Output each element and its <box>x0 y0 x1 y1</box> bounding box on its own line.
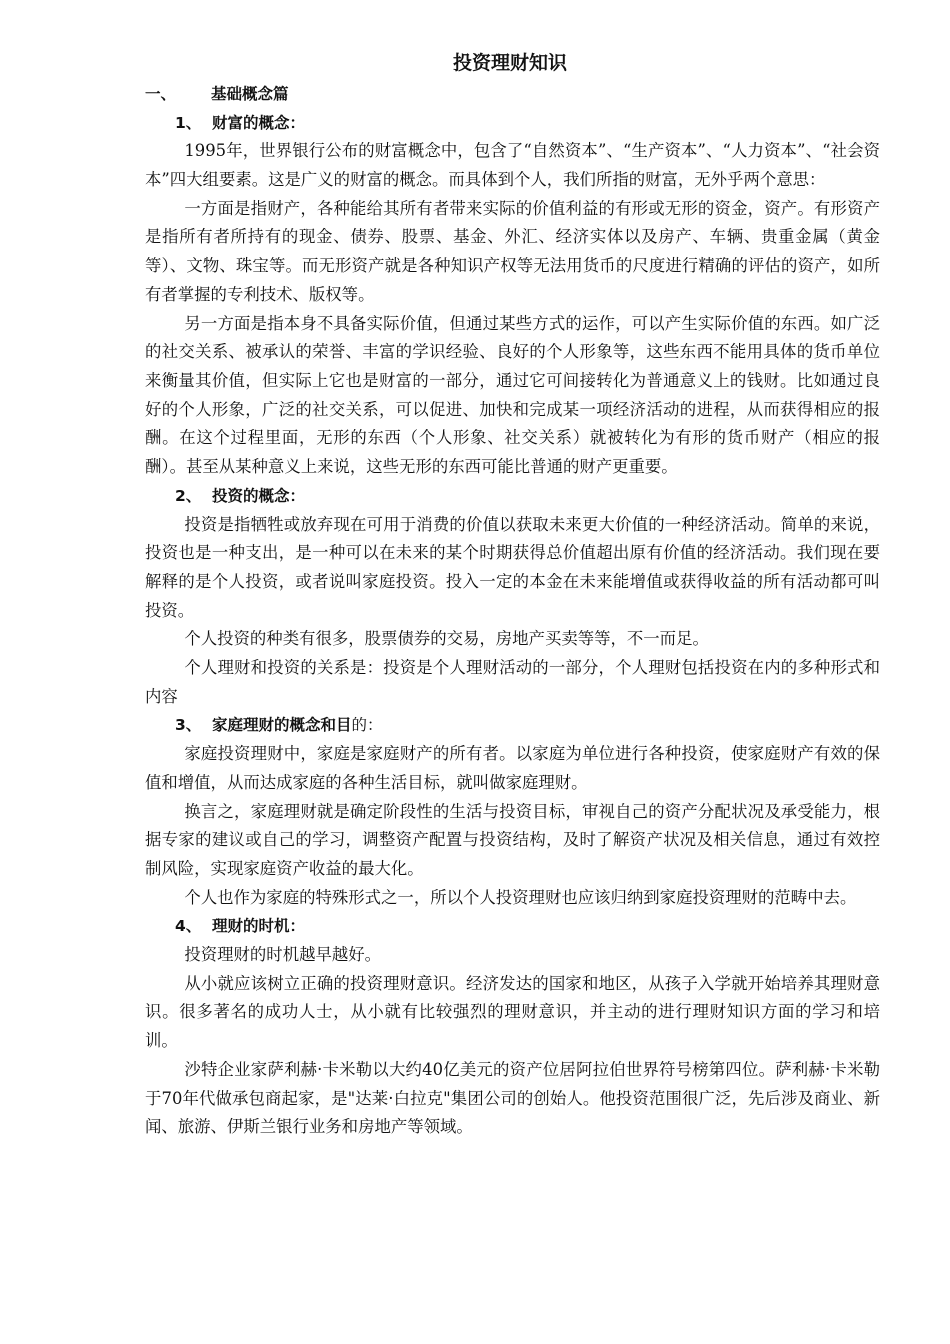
section-heading-basics <box>145 80 880 109</box>
subheading-label: 理财的时机： <box>212 917 306 936</box>
subheading-family-finance <box>145 711 880 740</box>
paragraph-timing-childhood: 从小就应该树立正确的投资理财意识。经济发达的国家和地区，从孩子入学就开始培养其理财意识。很多著名的成功人士，从小就有比较强烈的理财意识，并主动的进行理财知识方面的学习和培训。 <box>145 973 880 1051</box>
document-body <box>145 80 880 1142</box>
subheading-number: 1、 <box>175 113 202 132</box>
subheading-label: 投资的概念： <box>212 486 306 505</box>
subheading-tail: 的： <box>351 716 383 735</box>
paragraph-investment-relation: 个人理财和投资的关系是：投资是个人理财活动的一部分，个人理财包括投资在内的多种形式和内容 <box>145 658 880 706</box>
paragraph-family-finance-definition: 家庭投资理财中，家庭是家庭财产的所有者。以家庭为单位进行各种投资，使家庭财产有效的保值和增值，从而达成家庭的各种生活目标，就叫做家庭理财。 <box>145 744 880 792</box>
subheading-wealth <box>145 109 880 138</box>
paragraph-family-finance-goals: 换言之，家庭理财就是确定阶段性的生活与投资目标，审视自己的资产分配状况及承受能力，根据专家的建议或自己的学习，调整资产配置与投资结构，及时了解资产状况及相关信息，通过有效控制风险，实现家庭资产收益的最大化。 <box>145 801 880 878</box>
subheading-number: 4、 <box>175 917 202 936</box>
document-title: 投资理财知识 <box>452 52 567 74</box>
paragraph-investment-types: 个人投资的种类有很多，股票债券的交易，房地产买卖等等，不一而足。 <box>184 629 709 649</box>
subheading-investment <box>145 482 880 511</box>
subheading-number: 3、 <box>175 716 202 735</box>
subheading-label: 家庭理财的概念和目 <box>212 716 352 735</box>
paragraph-tangible-assets: 一方面是指财产，各种能给其所有者带来实际的价值利益的有形或无形的资金，资产。有形资产是指所有者所持有的现金、债券、股票、基金、外汇、经济实体以及房产、车辆、贵重金属（黄金等）、文物、珠宝等。而无形资产就是各种知识产权等无法用货币的尺度进行精确的评估的资产，如所有者掌握的专利技术、版权等。 <box>145 198 880 304</box>
paragraph-personal-as-family: 个人也作为家庭的特殊形式之一，所以个人投资理财也应该归纳到家庭投资理财的范畴中去。 <box>184 887 857 907</box>
paragraph-investment-definition: 投资是指牺牲或放弃现在可用于消费的价值以获取未来更大价值的一种经济活动。简单的来说，投资也是一种支出，是一种可以在未来的某个时期获得总价值超出原有价值的经济活动。我们现在要解释的是个人投资，或者说叫家庭投资。投入一定的本金在未来能增值或获得收益的所有活动都可叫投资。 <box>145 514 880 620</box>
paragraph-intangible-value: 另一方面是指本身不具备实际价值，但通过某些方式的运作，可以产生实际价值的东西。如广泛的社交关系、被承认的荣誉、丰富的学识经验、良好的个人形象等，这些东西不能用具体的货币单位来衡量其价值，但实际上它也是财富的一部分，通过它可间接转化为普通意义上的钱财。比如通过良好的个人形象，广泛的社交关系，可以促进、加快和完成某一项经济活动的进程，从而获得相应的报酬。在这个过程里面，无形的东西（个人形象、社交关系）就被转化为有形的货币财产（相应的报酬）。甚至从某种意义上来说，这些无形的东西可能比普通的财产更重要。 <box>145 313 880 477</box>
paragraph-wealth-definition: 1995年，世界银行公布的财富概念中，包含了“自然资本”、“生产资本”、“人力资本”、“社会资本”四大组要素。这是广义的财富的概念。而具体到个人，我们所指的财富，无外乎两个意思： <box>145 141 880 190</box>
paragraph-timing-example: 沙特企业家萨利赫·卡米勒以大约40亿美元的资产位居阿拉伯世界符号榜第四位。萨利赫·卡米勒于70年代做承包商起家，是"达莱·白拉克"集团公司的创始人。他投资范围很广泛，先后涉及商业、新闻、旅游、伊斯兰银行业务和房地产等领域。 <box>145 1059 880 1137</box>
subheading-number: 2、 <box>175 486 202 505</box>
section-label: 基础概念篇 <box>211 85 289 103</box>
section-number: 一、 <box>145 85 177 103</box>
subheading-label: 财富的概念： <box>212 113 306 132</box>
paragraph-timing-early: 投资理财的时机越早越好。 <box>184 945 382 965</box>
subheading-timing <box>145 912 880 941</box>
